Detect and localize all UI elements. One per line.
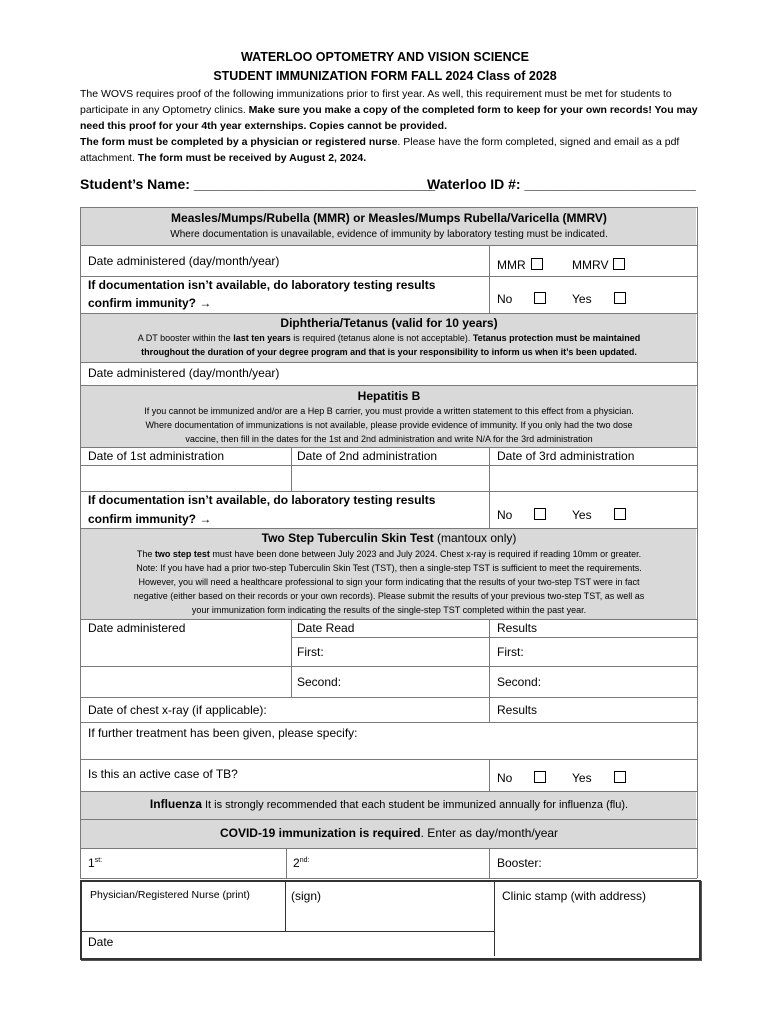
mmr-lab-no-checkbox[interactable] (534, 292, 546, 304)
tb-result-second: Second: (497, 675, 542, 689)
hepb-info-line3: vaccine, then fill in the dates for the 1st and 2nd administration and write N/A for the 3rd administration (185, 434, 593, 444)
mmr-checkbox[interactable] (531, 258, 543, 270)
student-name-field[interactable]: Student’s Name: _______________________________ (80, 176, 436, 192)
hepb-lab-yes-option[interactable]: Yes (572, 508, 626, 522)
mmrv-checkbox[interactable] (613, 258, 625, 270)
covid-heading: COVID-19 immunization is required. Enter as day/month/year (219, 826, 559, 840)
covid-second-dose: $2^{nd:}$ (293, 856, 310, 870)
further-treatment-label: If further treatment has been given, please specify: (88, 726, 358, 740)
tb-read-first: First: (297, 645, 324, 659)
mmr-heading: Measles/Mumps/Rubella (MMR) or Measles/Mumps Rubella/Varicella (MMRV) (171, 211, 607, 225)
dt-info-line2: throughout the duration of your degree program and that is your responsibility to inform us when it’s been updated. (141, 347, 637, 357)
hepb-lab-no-checkbox[interactable] (534, 508, 546, 520)
hepb-lab-yes-checkbox[interactable] (614, 508, 626, 520)
tb-info-line1: The two step test must have been done between July 2023 and July 2024. Chest x-ray is required if reading 10mm or greater. (136, 549, 642, 559)
form-title-line2: STUDENT IMMUNIZATION FORM FALL 2024 Class of 2028 (213, 69, 557, 83)
intro-text-2a: The form must be completed by a physician or registered nurse (80, 136, 398, 148)
mmr-lab-yes-option[interactable]: Yes (572, 292, 626, 306)
student-info-row (80, 176, 698, 192)
mmr-date-label: Date administered (day/month/year) (88, 254, 280, 268)
form-title-line1: WATERLOO OPTOMETRY AND VISION SCIENCE (241, 50, 529, 64)
active-tb-no-option[interactable]: No (497, 771, 546, 785)
tb-result-first: First: (497, 645, 524, 659)
covid-first-dose: $1^{st:}$ (88, 856, 103, 870)
tb-info-line4: negative (either based on their records or your own records). Please submit the results of your previous two-step TST, as well as (133, 591, 645, 601)
mmrv-option[interactable]: MMRV (572, 258, 625, 272)
mmr-lab-question-1: If documentation isn’t available, do laboratory testing results (88, 278, 436, 292)
active-tb-no-checkbox[interactable] (534, 771, 546, 783)
hepb-lab-question-1: If documentation isn’t available, do laboratory testing results (88, 493, 436, 507)
signature-date-field[interactable]: Date (88, 935, 114, 949)
intro-text-2b: . Please have the form completed, signed and email as a pdf attachment. (80, 136, 680, 164)
tb-heading: Two Step Tuberculin Skin Test (mantoux only) (261, 531, 517, 545)
physician-sign-field[interactable]: (sign) (291, 889, 322, 903)
mmr-lab-no-option[interactable]: No (497, 292, 546, 306)
active-tb-yes-checkbox[interactable] (614, 771, 626, 783)
hepb-col-3: Date of 3rd administration (497, 449, 635, 463)
physician-print-field[interactable]: Physician/Registered Nurse (print) (90, 889, 250, 901)
hepb-heading: Hepatitis B (357, 389, 421, 403)
tb-info-line5: your immunization form indicating the results of the single-step TST completed within the past year. (191, 605, 587, 615)
clinic-stamp-field[interactable]: Clinic stamp (with address) (502, 889, 647, 903)
hepb-lab-question-2: confirm immunity? → (88, 512, 212, 526)
intro-text-2c: The form must be received by August 2, 2024. (137, 152, 367, 164)
hepb-info-line2: Where documentation of immunizations is not available, please provide evidence of immunity. If you only had the two dose (145, 420, 633, 430)
hepb-lab-no-option[interactable]: No (497, 508, 546, 522)
dt-date-label: Date administered (day/month/year) (88, 366, 280, 380)
active-tb-question: Is this an active case of TB? (88, 767, 238, 781)
influenza-row: Influenza It is strongly recommended that each student be immunized annually for influenza (flu). (149, 797, 629, 811)
dt-heading: Diphtheria/Tetanus (valid for 10 years) (280, 316, 498, 330)
mmr-subheading: Where documentation is unavailable, evidence of immunity by laboratory testing must be indicated. (170, 229, 608, 240)
mmr-lab-yes-checkbox[interactable] (614, 292, 626, 304)
chest-xray-results-label: Results (497, 703, 538, 717)
tb-col-date-administered: Date administered (88, 621, 186, 635)
hepb-col-2: Date of 2nd administration (297, 449, 438, 463)
intro-text-1b: Make sure you make a copy of the completed form to keep for your own records! You may need this proof for your 4th year externships. Copies cannot be provided. (80, 104, 698, 132)
intro-paragraph-2 (80, 134, 698, 166)
hepb-info-line1: If you cannot be immunized and/or are a Hep B carrier, you must provide a written statement to this effect from a physician. (144, 406, 634, 416)
tb-read-second: Second: (297, 675, 342, 689)
active-tb-yes-option[interactable]: Yes (572, 771, 626, 785)
tb-info-line3: However, you will need a healthcare professional to sign your form indicating that the results of your two-step TST were in fact (138, 577, 640, 587)
covid-booster: Booster: (497, 856, 542, 870)
waterloo-id-field[interactable]: Waterloo ID #: ______________________ (427, 176, 696, 192)
hepb-col-1: Date of 1st administration (88, 449, 225, 463)
tb-col-results: Results (497, 621, 538, 635)
mmr-option[interactable]: MMR (497, 258, 543, 272)
intro-paragraph-1 (80, 86, 698, 134)
intro-text-1a: The WOVS requires proof of the following immunizations prior to first year. As well, this requirement must be met for students to participate in any Optometry clinics. (80, 88, 672, 116)
tb-col-date-read: Date Read (297, 621, 355, 635)
mmr-lab-question-2: confirm immunity? → (88, 296, 212, 310)
tb-info-line2: Note: If you have had a prior two-step Tuberculin Skin Test (TST), then a single-step TST is sufficient to meet the requirements. (136, 563, 642, 573)
dt-info-line1: A DT booster within the last ten years is required (tetanus alone is not acceptable). Tetanus protection must be maintained (137, 333, 641, 343)
chest-xray-date-label: Date of chest x-ray (if applicable): (88, 703, 267, 717)
